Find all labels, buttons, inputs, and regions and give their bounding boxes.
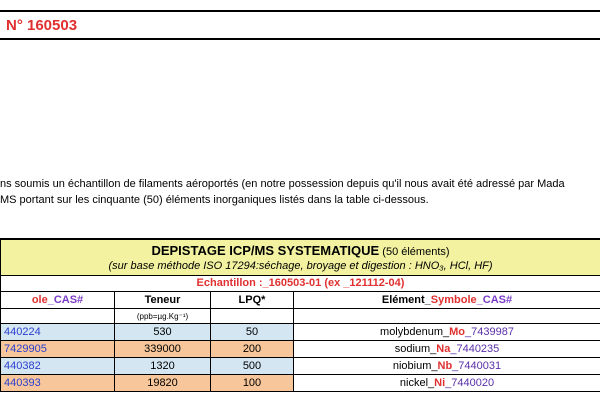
unit-note: (ppb=µg.Kg⁻¹) (115, 309, 211, 324)
lpq-cell: 100 (211, 375, 294, 392)
element-cell (294, 375, 600, 392)
report-header (0, 10, 600, 40)
unit-cell-empty (294, 309, 600, 324)
lpq-cell: 200 (211, 341, 294, 358)
col-teneur-header: Teneur (115, 292, 211, 309)
col-cas-label: _CAS# (47, 294, 84, 306)
element-cas: _7439987 (465, 326, 514, 338)
element-cas: _7440031 (452, 360, 502, 372)
results-table (0, 238, 600, 392)
col-element-left-header (1, 292, 115, 309)
results-grid (0, 291, 600, 392)
table-title-text: DEPISTAGE ICP/MS SYSTEMATIQUE (151, 243, 380, 258)
table-row (1, 358, 600, 375)
element-cell (294, 358, 600, 375)
element-name: nickel_ (399, 377, 435, 389)
lpq-cell: 500 (211, 358, 294, 375)
intro-line-1: ns soumis un échantillon de filaments aéroportés (en notre possession depuis qu'il nous avait été adressé par Mada (0, 178, 565, 190)
element-cas: _7440235 (450, 343, 500, 355)
element-cell (294, 324, 600, 341)
unit-cell-empty (1, 309, 115, 324)
element-cas: _7440020 (445, 377, 495, 389)
cas-left-cell: 7429905 (1, 341, 115, 358)
teneur-cell: 339000 (115, 341, 211, 358)
element-name: sodium_ (394, 343, 437, 355)
teneur-cell: 19820 (115, 375, 211, 392)
cas-left-cell: 440224 (1, 324, 115, 341)
column-header-row (1, 292, 600, 309)
unit-cell-empty (211, 309, 294, 324)
teneur-cell: 530 (115, 324, 211, 341)
element-symbol: Ni (434, 377, 446, 389)
col-sym-label: ole (31, 294, 48, 306)
sample-id: Echantillon :_160503-01 (ex _121112-04) (0, 275, 600, 291)
element-symbol: Na (436, 343, 451, 355)
intro-line-2: MS portant sur les cinquante (50) éléments inorganiques listés dans la table ci-dessous. (0, 194, 429, 206)
col-elem-sym: Symbole (430, 294, 477, 306)
col-element-right-header (294, 292, 600, 309)
col-lpq-header: LPQ* (211, 292, 294, 309)
element-symbol: Nb (437, 360, 453, 372)
element-symbol: Mo (449, 326, 466, 338)
element-name: niobium_ (392, 360, 438, 372)
cas-left-cell: 440382 (1, 358, 115, 375)
col-elem-prefix: Elément_ (381, 294, 431, 306)
element-name: molybdenum_ (380, 326, 450, 338)
element-cell (294, 341, 600, 358)
table-row (1, 375, 600, 392)
table-method: (sur base méthode ISO 17294:séchage, broyage et digestion : HNO₃, HCl, HF) (0, 259, 600, 275)
unit-row (1, 309, 600, 324)
table-row (1, 324, 600, 341)
table-row (1, 341, 600, 358)
table-title (0, 238, 600, 259)
report-number: N° 160503 (6, 17, 78, 34)
cas-left-cell: 440393 (1, 375, 115, 392)
lpq-cell: 50 (211, 324, 294, 341)
teneur-cell: 1320 (115, 358, 211, 375)
table-title-sub: (50 éléments) (379, 246, 450, 258)
col-elem-cas: _CAS# (476, 294, 513, 306)
intro-text (0, 176, 600, 208)
